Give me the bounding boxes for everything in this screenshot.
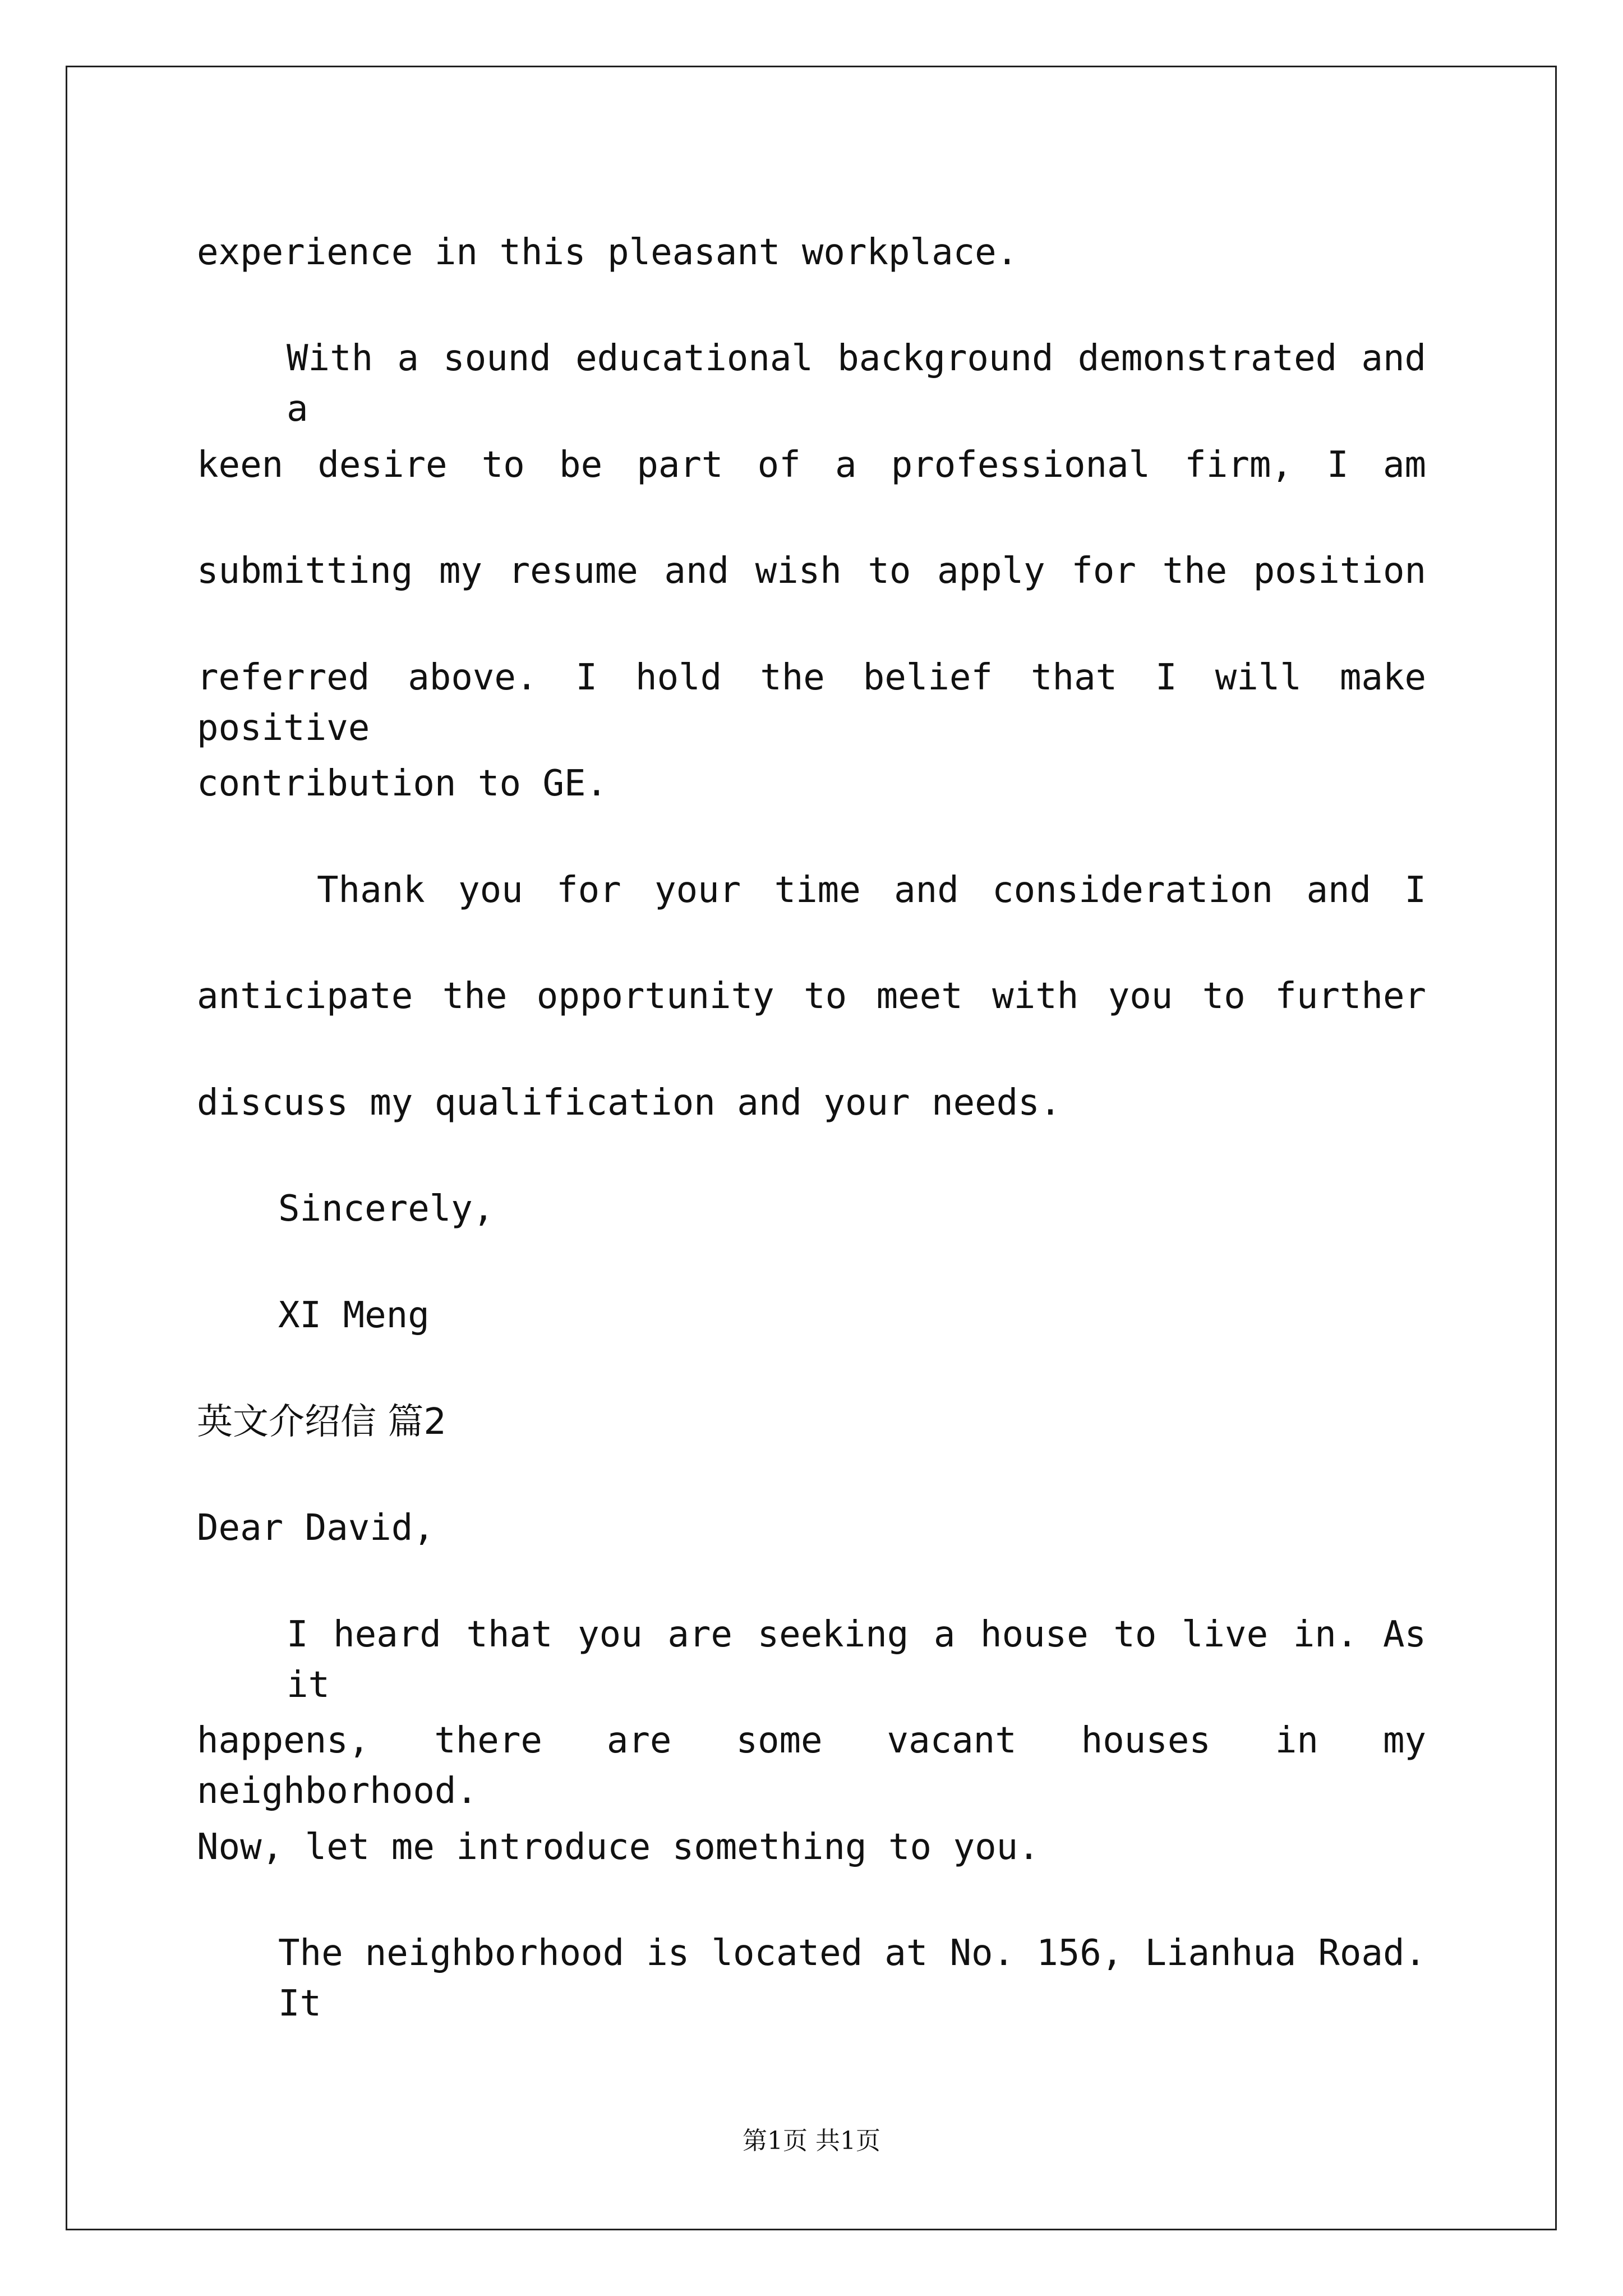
text-line: The neighborhood is located at No. 156, Lianhua Road. It <box>278 1932 1426 2024</box>
section-heading: 英文介绍信 篇2 <box>197 1401 447 1443</box>
text-line: submitting my resume and wish to apply for the position <box>197 550 1426 592</box>
text-line: discuss my qualification and your needs. <box>197 1082 1062 1124</box>
text-line: happens, there are some vacant houses in my neighborhood. <box>197 1720 1426 1812</box>
text-line: With a sound educational background demonstrated and a <box>287 338 1426 430</box>
signature-name: XI Meng <box>278 1295 430 1336</box>
text-line: keen desire to be part of a professional firm, I am <box>197 444 1426 486</box>
closing-line: Sincerely, <box>278 1188 495 1230</box>
text-line: Thank you for your time and consideration and I <box>317 869 1426 911</box>
page-number-footer: 第1页 共1页 <box>743 2127 880 2155</box>
salutation: Dear David, <box>197 1507 435 1549</box>
text-line: anticipate the opportunity to meet with you to further <box>197 976 1426 1017</box>
text-line: experience in this pleasant workplace. <box>197 232 1018 273</box>
text-line: contribution to GE. <box>197 763 608 804</box>
text-line: Now, let me introduce something to you. <box>197 1826 1040 1868</box>
text-line: I heard that you are seeking a house to live in. As it <box>287 1614 1426 1706</box>
text-line: referred above. I hold the belief that I will make positive <box>197 657 1426 749</box>
